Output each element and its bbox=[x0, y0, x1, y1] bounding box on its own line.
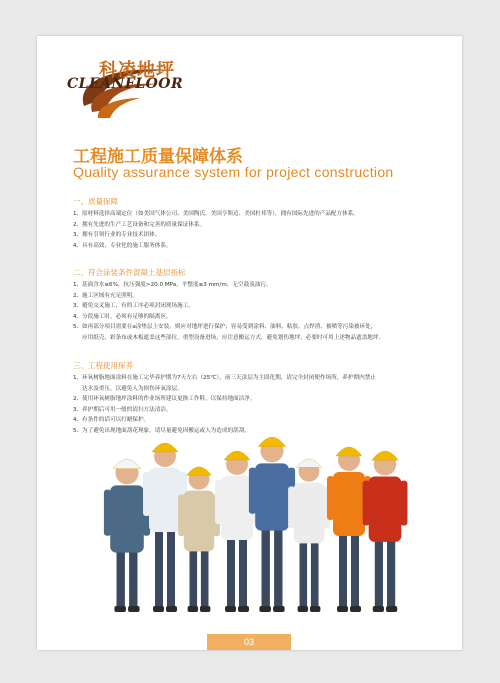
list-item: 3、 避免交叉施工，有的工序必须封闭现场施工。 bbox=[73, 303, 194, 310]
list-item: 2、 施工区域有充足照明。 bbox=[73, 292, 138, 299]
list-item: 1、 基面含水≤6%，抗压强度>20.0 MPa，平整度≤3 mm/m，无空鼓及油污。 bbox=[73, 282, 272, 288]
list-item: 1、 原材料选择高端定位（如美国气体公司、美国陶氏、美国亨斯迈、美国杜邦等），拥有国际先进的产品配方体系。 bbox=[73, 211, 359, 217]
list-item: 2、 使用环氧树脂地坪涂料的作业场所建议更换工作鞋，以保持地面洁净。 bbox=[73, 396, 256, 403]
document-page bbox=[37, 36, 462, 650]
section-heading: 三、工程使用保养 bbox=[73, 361, 133, 370]
list-item: 4、 具有高效、专业化的施工服务体系。 bbox=[73, 242, 172, 249]
section-heading: 一、质量保障 bbox=[73, 197, 118, 206]
list-item: 3、 拥有引领行业的专业技术团体。 bbox=[73, 232, 161, 239]
section-substrate-requirements bbox=[73, 267, 453, 344]
brand-name-en: CLEANFLOOR bbox=[67, 76, 184, 92]
list-item: 3、 养护期后可用一般的请扫方法清洁。 bbox=[73, 406, 172, 413]
construction-workers-photo bbox=[87, 422, 412, 620]
worker-figure bbox=[363, 451, 408, 612]
list-item: 5、 如再部分项目需要在a涂垫层上安装，则应对地坪进行保护；容易受到涂料、油料、粘胶、点焊渣、被喷等污染被环处， 应用纸壳、彩条布或木板遮盖这些部位，重型设备进场，应注意搬运方式，避免划伤地坪，必要时可用上述物品遮盖地坪。 bbox=[73, 324, 385, 341]
section-heading: 二、符合涂装条件混凝土基层指标 bbox=[73, 268, 186, 277]
list-item: 2、 拥有先进的生产工艺设备和完善的质量保证体系。 bbox=[73, 221, 206, 228]
page-title-cn: 工程施工质量保障体系 bbox=[73, 147, 243, 167]
page-number: 03 bbox=[207, 634, 291, 650]
list-item: 5、 为了避免出现地面刮花现象，请尽量避免因搬运或人为造成的刮刮。 bbox=[73, 427, 250, 434]
brand-name-cn: 科凌地坪 bbox=[99, 60, 175, 81]
section-quality-assurance bbox=[73, 196, 453, 251]
list-item: 4、 分段施工时，必须有足够的隔离区。 bbox=[73, 313, 172, 320]
list-item: 4、 有条件的话可以打蜡保护。 bbox=[73, 417, 150, 424]
page-title-en: Quality assurance system for project construction bbox=[73, 164, 394, 180]
worker-figure bbox=[327, 447, 371, 612]
list-item: 1、 环氧树脂地面涂料在施工完毕养护期为7天左右（25℃），前三天涂层为主固化期，请完全封闭便作场所，养护期内禁止 达水及重压，以避免人为损伤环氧涂层。 bbox=[73, 375, 376, 392]
